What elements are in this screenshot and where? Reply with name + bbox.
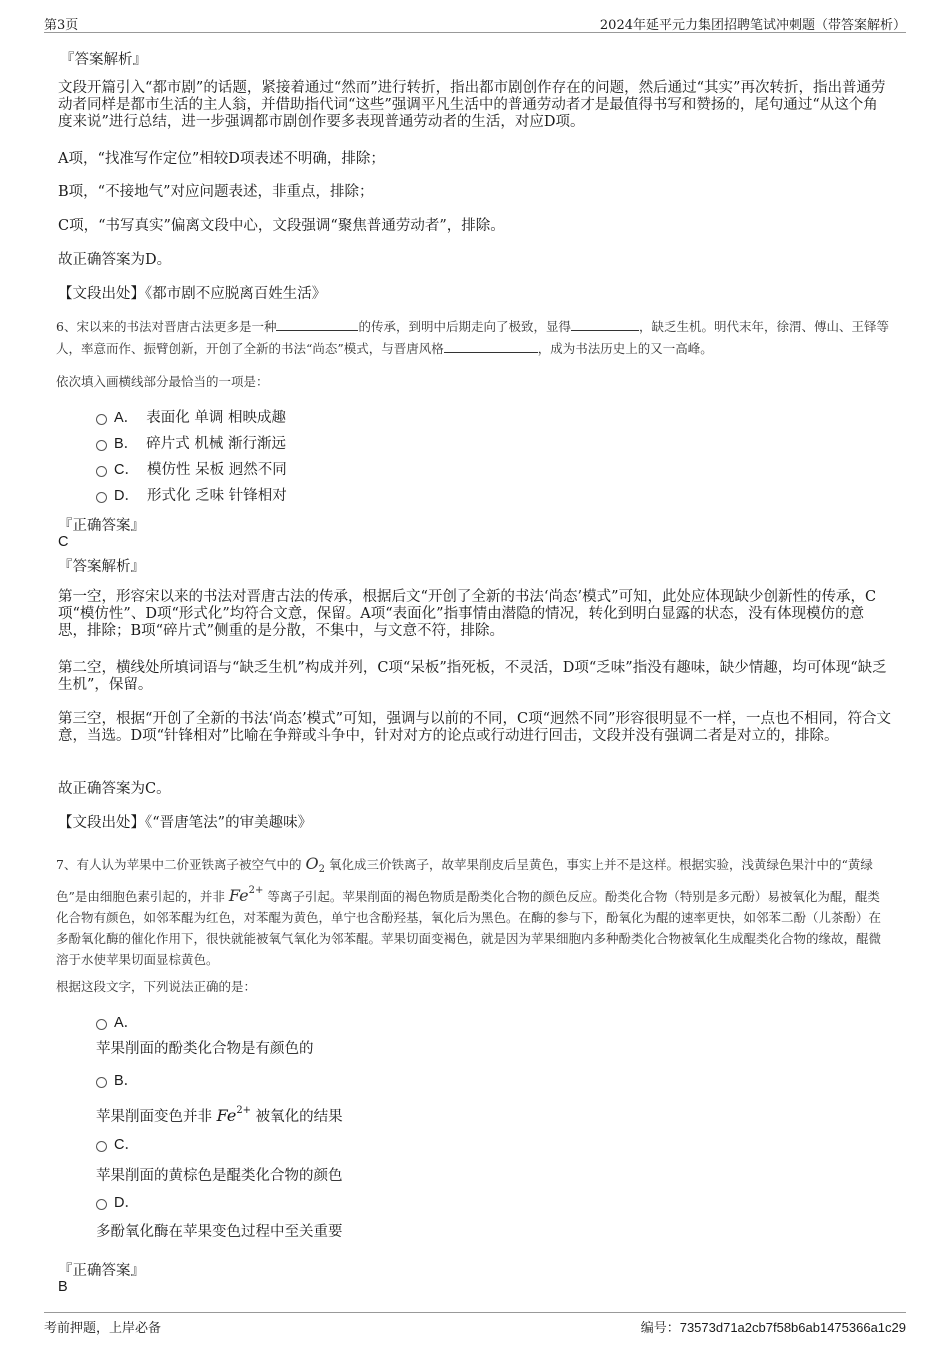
analysis-paragraph: C项，“书写真实”偏离文段中心，文段强调“聚焦普通劳动者”，排除。: [58, 218, 505, 234]
source-citation: 【文段出处】《“晋唐笔法”的审美趣味》: [58, 815, 313, 831]
o2-formula: $O_2$: [305, 854, 325, 875]
option-a-text: 苹果削面的酚类化合物是有颜色的: [96, 1041, 314, 1057]
analysis-paragraph: A项，“找准写作定位”相较D项表述不明确，排除；: [58, 151, 385, 167]
source-citation: 【文段出处】《都市剧不应脱离百姓生活》: [58, 286, 327, 302]
analysis-paragraph: 文段开篇引入“都市剧”的话题，紧接着通过“然而”进行转折，指出都市剧创作存在的问题，然后通过“其实”再次转折，指出普通劳动者同样是都市生活的主人翁，并借助指代词“这些”强调平凡生活中的普通劳动者才是最值得书写和赞扬的，尾句通过“从这个角度来说”进行总结，进一步强调都市剧创作要多表现普通劳动者的生活，对应D项。: [58, 80, 886, 130]
option-d[interactable]: D．: [56, 1190, 756, 1214]
option-a[interactable]: A． 表面化 单调 相映成趣: [56, 405, 656, 431]
option-a[interactable]: A．: [56, 1010, 756, 1034]
fe2-formula: $Fe^{2+}$: [216, 1105, 252, 1125]
question-prompt: 根据这段文字，下列说法正确的是：: [56, 979, 257, 994]
option-b[interactable]: B． 碎片式 机械 渐行渐远: [56, 431, 656, 457]
footer-slogan: 考前押题，上岸必备: [44, 1321, 162, 1336]
answer-heading: 『正确答案』: [58, 518, 145, 534]
serial-number: 编号：73573d71a2cb7f58b6ab1475366a1c29: [640, 1320, 906, 1336]
page-header: [44, 10, 906, 33]
correct-answer: C: [58, 534, 69, 550]
blank-1: [276, 318, 358, 331]
radio-icon[interactable]: [96, 1141, 107, 1152]
page-number: 第3页: [44, 18, 79, 33]
answer-heading: 『正确答案』: [58, 1263, 145, 1279]
option-d-text: 多酚氧化酶在苹果变色过程中至关重要: [96, 1224, 343, 1240]
option-b-text: 苹果削面变色并非 $Fe^{2+}$ 被氧化的结果: [96, 1105, 343, 1125]
radio-icon[interactable]: [96, 492, 107, 503]
question-prompt: 依次填入画横线部分最恰当的一项是：: [56, 374, 269, 389]
page-footer: [44, 1312, 906, 1337]
option-c[interactable]: C． 模仿性 呆板 迥然不同: [56, 457, 656, 483]
radio-icon[interactable]: [96, 466, 107, 477]
option-b[interactable]: B．: [56, 1068, 756, 1092]
options-list: [56, 1010, 756, 1244]
radio-icon[interactable]: [96, 414, 107, 425]
analysis-conclusion: 故正确答案为C。: [58, 781, 171, 797]
analysis-conclusion: 故正确答案为D。: [58, 252, 172, 268]
radio-icon[interactable]: [96, 1077, 107, 1088]
option-c-text: 苹果削面的黄棕色是醌类化合物的颜色: [96, 1168, 343, 1184]
radio-icon[interactable]: [96, 1199, 107, 1210]
blank-3: [444, 340, 538, 353]
analysis-paragraph: B项，“不接地气”对应问题表述，非重点，排除；: [58, 184, 374, 200]
radio-icon[interactable]: [96, 1019, 107, 1030]
analysis-paragraph: 第二空，横线处所填词语与“缺乏生机”构成并列，C项“呆板”指死板，不灵活，D项“乏味”指没有趣味，缺少情趣，均可体现“缺乏生机”，保留。: [58, 660, 887, 693]
fe2-formula: $Fe^{2+}$: [228, 885, 264, 905]
analysis-paragraph: 第三空，根据“开创了全新的书法‘尚态’模式”可知，强调与以前的不同，C项“迥然不同”形容很明显不一样，一点也不相同，符合文意，当选。D项“针锋相对”比喻在争辩或斗争中，针对对方的论点或行动进行回击，文段并没有强调二者是对立的，排除。: [58, 711, 891, 744]
radio-icon[interactable]: [96, 440, 107, 451]
question-stem: 7、有人认为苹果中二价亚铁离子被空气中的 $O_2$ 氧化成三价铁离子，故苹果削皮后呈黄色，事实上并不是这样。根据实验，浅黄绿色果汁中的“黄绿色”是由细胞色素引起的，并非 $Fe^{2+}$ 等离子引起。苹果削面的褐色物质是酚类化合物的颜色反应。酚类化合物（特别是多元酚）易被氧化为醌，醌类化合物有颜色，如邻苯醌为红色，对苯醌为黄色，单宁也含酚羟基，氧化后为黑色。在酶的参与下，酚氧化为醌的速率更快，如邻苯二酚（儿茶酚）在多酚氧化酶的催化作用下，很快就能被氧气氧化为邻苯醌。苹果切面变褐色，就是因为苹果细胞内多种酚类化合物被氧化生成醌类化合物的缘故，醌微溶于水使苹果切面显棕黄色。: [56, 854, 882, 967]
question-stem: 6、宋以来的书法对晋唐古法更多是一种 的传承，到明中后期走向了极致，显得 ，缺乏生机。明代末年，徐渭、傅山、王铎等人，率意而作、振臂创新，开创了全新的书法“尚态”模式，与晋唐风格 ，成为书法历史上的又一高峰。: [56, 319, 889, 356]
analysis-heading: 『答案解析』: [58, 559, 145, 575]
option-d[interactable]: D． 形式化 乏味 针锋相对: [56, 483, 656, 509]
blank-2: [571, 318, 639, 331]
document-title: 2024年延平元力集团招聘笔试冲刺题（带答案解析）: [599, 18, 906, 33]
correct-answer: B: [58, 1279, 68, 1295]
analysis-heading: 『答案解析』: [60, 52, 147, 68]
option-c[interactable]: C．: [56, 1132, 756, 1156]
analysis-paragraph: 第一空，形容宋以来的书法对晋唐古法的传承，根据后文“开创了全新的书法‘尚态’模式”可知，此处应体现缺少创新性的传承，C项“模仿性”、D项“形式化”均符合文意，保留。A项“表面化”指事情由潜隐的情况，转化到明白显露的状态，没有体现模仿的意思，排除；B项“碎片式”侧重的是分散，不集中，与文意不符，排除。: [58, 589, 877, 639]
options-list: [56, 405, 656, 509]
